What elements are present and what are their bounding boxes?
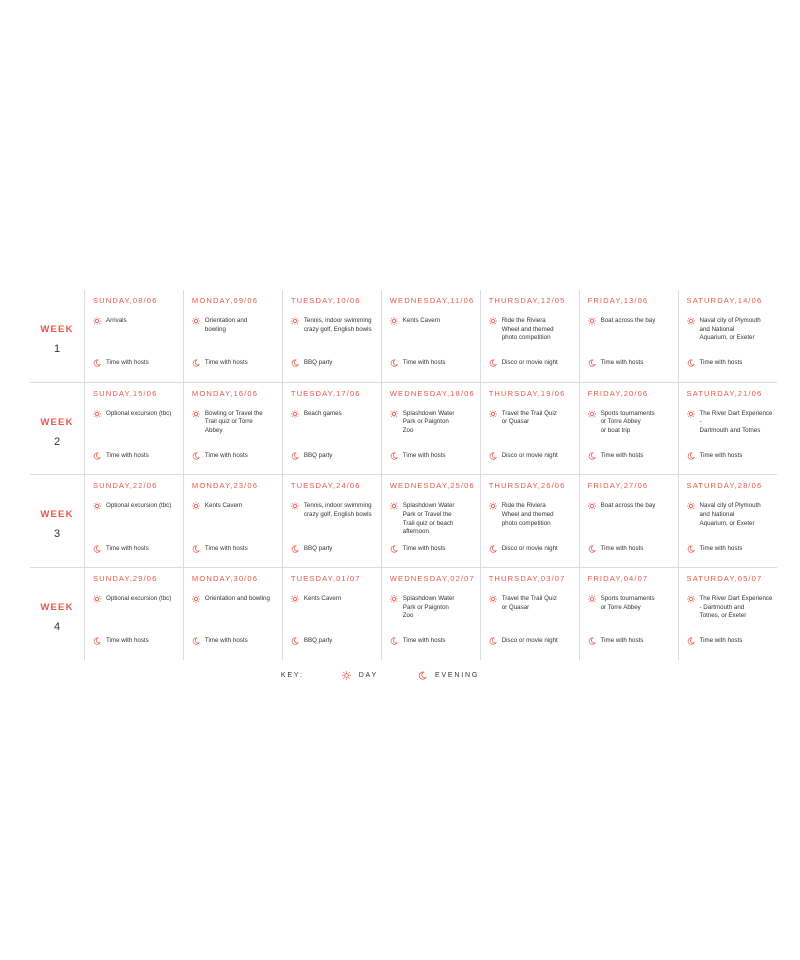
week-label-cell [30, 290, 85, 382]
evening-activity-text: Time with hosts [699, 359, 743, 367]
evening-activity-text: Time with hosts [106, 637, 149, 645]
day-cell [381, 290, 480, 382]
day-header: FRIDAY,27/06 [587, 481, 649, 491]
week-label [30, 290, 84, 355]
moon-icon [390, 637, 398, 645]
evening-activity [588, 637, 674, 646]
sun-icon [489, 317, 497, 325]
week-row [30, 475, 777, 568]
day-activity-text: Arrivals [106, 317, 127, 324]
sun-icon [390, 410, 398, 418]
day-header: SATURDAY,21/06 [686, 388, 763, 398]
day-header: FRIDAY,04/07 [587, 574, 649, 584]
day-header: MONDAY,30/06 [191, 574, 259, 584]
evening-activity [687, 359, 773, 368]
evening-activity [291, 359, 377, 368]
moon-icon [588, 545, 596, 553]
evening-activity-text: Time with hosts [402, 637, 446, 645]
day-cell [678, 382, 777, 475]
evening-activity [588, 452, 674, 461]
sun-icon [93, 410, 101, 418]
day-header: TUESDAY,24/06 [290, 481, 361, 491]
evening-activity-text: BBQ party [303, 451, 333, 459]
day-cell [480, 290, 579, 382]
day-activity-text: Kents Cavern [204, 502, 243, 510]
evening-activity [687, 637, 773, 646]
moon-icon [687, 359, 695, 367]
day-header: THURSDAY,26/06 [488, 481, 566, 491]
day-activity-text: Tennis, indoor swimming crazy golf, English bowls [303, 317, 372, 333]
moon-icon [291, 359, 299, 367]
day-activity-text: Kents Cavern [303, 595, 342, 603]
moon-icon [489, 452, 497, 460]
evening-activity-text: Time with hosts [699, 544, 743, 552]
sun-icon [342, 671, 351, 680]
evening-activity [687, 452, 773, 461]
day-activity [291, 595, 377, 604]
moon-icon [489, 545, 497, 553]
sun-icon [687, 595, 695, 603]
day-cell [85, 290, 184, 382]
moon-icon [390, 452, 398, 460]
day-activity [93, 595, 179, 604]
day-header: SUNDAY,15/06 [93, 388, 158, 398]
evening-activity-text: Time with hosts [699, 637, 743, 645]
key-evening [418, 671, 479, 680]
day-cell [282, 382, 381, 475]
evening-activity-text: Time with hosts [600, 359, 644, 367]
day-activity [390, 502, 476, 536]
day-cell [579, 382, 678, 475]
evening-activity [192, 637, 278, 646]
evening-activity-text: Disco or movie night [501, 451, 558, 459]
week-word: WEEK [40, 324, 74, 335]
day-activity-text: Beach games [303, 409, 342, 417]
sun-icon [390, 595, 398, 603]
evening-activity [291, 452, 377, 461]
moon-icon [192, 452, 200, 460]
evening-activity-text: Time with hosts [699, 451, 743, 459]
week-label-cell [30, 475, 85, 568]
moon-icon [93, 545, 101, 553]
day-activity-text: Optional excursion (tbc) [106, 409, 172, 417]
moon-icon [93, 452, 101, 460]
day-activity [291, 317, 377, 334]
day-activity-text: Ride the Riviera Wheel and themed photo competition [501, 502, 554, 527]
evening-activity [489, 452, 575, 461]
moon-icon [418, 671, 427, 680]
evening-activity [192, 545, 278, 554]
sun-icon [192, 317, 200, 325]
evening-activity [390, 452, 476, 461]
sun-icon [588, 317, 596, 325]
sun-icon [489, 502, 497, 510]
day-activity-text: Bowling or Travel the Trail quiz or Torre Abbey [204, 409, 263, 434]
day-cell [183, 382, 282, 475]
week-label [30, 568, 84, 633]
sun-icon [291, 502, 299, 510]
evening-activity [291, 637, 377, 646]
day-activity-text: Travel the Trail Quiz or Quasar [501, 409, 557, 426]
day-cell [678, 568, 777, 660]
day-header: SATURDAY,05/07 [686, 574, 763, 584]
day-activity-text: Orientation and bowling [204, 595, 270, 603]
day-cell [85, 475, 184, 568]
week-number: 4 [53, 621, 61, 634]
moon-icon [291, 637, 299, 645]
moon-icon [687, 637, 695, 645]
moon-icon [93, 637, 101, 645]
day-cell [381, 568, 480, 660]
evening-activity-text: Time with hosts [600, 544, 644, 552]
moon-icon [192, 359, 200, 367]
day-header: TUESDAY,17/06 [290, 388, 361, 398]
day-cell [183, 568, 282, 660]
day-header: THURSDAY,19/06 [488, 388, 566, 398]
sun-icon [687, 410, 695, 418]
day-header: TUESDAY,10/06 [290, 296, 361, 305]
day-cell [678, 290, 777, 382]
sun-icon [390, 502, 398, 510]
week-label [30, 475, 84, 540]
moon-icon [687, 545, 695, 553]
day-activity-text: Splashdown Water Park or Travel the Trail quiz or beach afternoon [402, 502, 455, 536]
day-activity [687, 502, 773, 528]
evening-activity-text: Time with hosts [204, 451, 248, 459]
day-header: SUNDAY,22/06 [93, 481, 158, 491]
day-header: WEDNESDAY,11/06 [389, 296, 475, 305]
key-evening-label: EVENING [434, 671, 480, 679]
day-activity [588, 502, 674, 511]
moon-icon [291, 545, 299, 553]
day-activity-text: Naval city of Plymouth and National Aquarium, or Exeter [699, 502, 761, 527]
evening-activity [489, 637, 575, 646]
day-activity [93, 502, 179, 511]
week-row [30, 382, 777, 475]
day-cell [579, 568, 678, 660]
sun-icon [93, 502, 101, 510]
evening-activity [390, 637, 476, 646]
moon-icon [390, 545, 398, 553]
key-day-label: DAY [358, 671, 378, 679]
moon-icon [588, 452, 596, 460]
day-activity [291, 410, 377, 419]
sun-icon [588, 502, 596, 510]
day-header: WEDNESDAY,25/06 [389, 481, 475, 491]
sun-icon [291, 317, 299, 325]
key-day [342, 671, 378, 680]
day-header: WEDNESDAY,02/07 [389, 574, 475, 584]
day-header: MONDAY,23/06 [191, 481, 259, 491]
evening-activity-text: Time with hosts [106, 451, 149, 459]
sun-icon [291, 595, 299, 603]
day-cell [282, 290, 381, 382]
day-activity-text: Sports tournaments or Torre Abbey [600, 595, 655, 611]
day-activity [489, 595, 575, 612]
evening-activity-text: Disco or movie night [501, 544, 558, 552]
day-activity-text: Naval city of Plymouth and National Aquarium, or Exeter [699, 317, 761, 342]
day-activity [489, 502, 575, 528]
schedule-body [30, 290, 777, 660]
day-activity [489, 410, 575, 427]
sun-icon [93, 317, 101, 325]
day-header: TUESDAY,01/07 [290, 574, 361, 584]
evening-activity-text: BBQ party [303, 544, 333, 552]
evening-activity-text: Time with hosts [402, 359, 446, 367]
day-cell [85, 382, 184, 475]
week-label-cell [30, 382, 85, 475]
evening-activity-text: Time with hosts [600, 451, 644, 459]
key-label: KEY: [280, 671, 304, 679]
day-activity-text: Optional excursion (tbc) [106, 595, 172, 603]
evening-activity-text: Time with hosts [600, 637, 644, 645]
week-word: WEEK [40, 416, 74, 428]
day-header: SATURDAY,14/06 [686, 296, 763, 305]
schedule-table [30, 290, 777, 660]
moon-icon [390, 359, 398, 367]
evening-activity [588, 545, 674, 554]
day-activity [687, 410, 773, 436]
sun-icon [192, 502, 200, 510]
day-activity [588, 410, 674, 436]
moon-icon [93, 359, 101, 367]
evening-activity-text: BBQ party [303, 637, 333, 645]
day-activity-text: Sports tournaments or Torre Abbey or boat trip [600, 409, 655, 434]
day-cell [282, 475, 381, 568]
sun-icon [687, 317, 695, 325]
day-activity [192, 502, 278, 511]
sun-icon [588, 595, 596, 603]
moon-icon [588, 359, 596, 367]
week-label-cell [30, 568, 85, 660]
sun-icon [489, 410, 497, 418]
day-activity [93, 317, 179, 326]
evening-activity-text: Time with hosts [106, 359, 149, 367]
day-activity-text: Orientation and bowling [204, 317, 248, 333]
day-cell [381, 382, 480, 475]
day-header: SUNDAY,29/06 [93, 574, 158, 584]
moon-icon [489, 637, 497, 645]
evening-activity-text: Time with hosts [106, 544, 149, 552]
week-word: WEEK [40, 602, 74, 614]
day-header: WEDNESDAY,18/06 [389, 388, 475, 398]
evening-activity [291, 545, 377, 554]
day-activity-text: Travel the Trail Quiz or Quasar [501, 595, 557, 611]
sun-icon [291, 410, 299, 418]
day-header: THURSDAY,03/07 [488, 574, 566, 584]
evening-activity [588, 359, 674, 368]
day-activity-text: Optional excursion (tbc) [106, 502, 172, 510]
day-header: SUNDAY,08/06 [93, 296, 158, 305]
sun-icon [687, 502, 695, 510]
evening-activity [687, 545, 773, 554]
evening-activity-text: Time with hosts [204, 544, 248, 552]
day-activity-text: The River Dart Experience - Dartmouth and Totnes [699, 409, 773, 434]
week-row [30, 568, 777, 660]
day-cell [579, 475, 678, 568]
day-activity [390, 595, 476, 621]
week-number: 1 [53, 343, 61, 355]
day-activity [291, 502, 377, 519]
sun-icon [390, 317, 398, 325]
day-activity-text: Boat across the bay [600, 317, 656, 324]
day-cell [381, 475, 480, 568]
day-activity-text: Splashdown Water Park or Paignton Zoo [402, 595, 455, 620]
day-cell [480, 475, 579, 568]
day-cell [183, 290, 282, 382]
day-cell [85, 568, 184, 660]
day-activity [192, 317, 278, 334]
moon-icon [192, 545, 200, 553]
sun-icon [588, 410, 596, 418]
day-activity [588, 317, 674, 326]
moon-icon [687, 452, 695, 460]
evening-activity [93, 637, 179, 646]
day-activity [588, 595, 674, 612]
day-activity-text: The River Dart Experience - Dartmouth and Totnes, or Exeter [699, 595, 773, 620]
evening-activity [93, 359, 179, 368]
day-activity [390, 410, 476, 436]
day-header: THURSDAY,12/05 [488, 296, 566, 305]
moon-icon [588, 637, 596, 645]
evening-activity-text: Disco or movie night [501, 637, 558, 645]
evening-activity-text: Time with hosts [402, 544, 446, 552]
week-number: 3 [53, 528, 61, 541]
day-activity [687, 595, 773, 621]
day-activity-text: Boat across the bay [600, 502, 656, 510]
day-activity [192, 410, 278, 436]
day-activity [489, 317, 575, 343]
day-header: FRIDAY,13/06 [587, 296, 649, 305]
week-word: WEEK [40, 509, 74, 521]
evening-activity [93, 545, 179, 554]
evening-activity-text: Time with hosts [204, 359, 248, 367]
evening-activity [390, 359, 476, 368]
day-activity-text: Ride the Riviera Wheel and themed photo competition [501, 317, 554, 342]
week-row [30, 290, 777, 382]
day-activity-text: Splashdown Water Park or Paignton Zoo [402, 409, 455, 434]
evening-activity [93, 452, 179, 461]
evening-activity [489, 359, 575, 368]
evening-activity-text: Disco or movie night [501, 359, 558, 367]
evening-activity-text: Time with hosts [402, 451, 446, 459]
evening-activity [489, 545, 575, 554]
evening-activity [192, 359, 278, 368]
day-cell [282, 568, 381, 660]
sun-icon [489, 595, 497, 603]
week-label [30, 383, 84, 448]
day-header: FRIDAY,20/06 [587, 388, 649, 398]
day-activity-text: Tennis, indoor swimming crazy golf, English bowls [303, 502, 372, 519]
day-cell [480, 568, 579, 660]
moon-icon [489, 359, 497, 367]
moon-icon [291, 452, 299, 460]
day-activity [687, 317, 773, 343]
sun-icon [192, 595, 200, 603]
day-header: MONDAY,09/06 [191, 296, 259, 305]
day-activity [390, 317, 476, 326]
day-cell [678, 475, 777, 568]
evening-activity [192, 452, 278, 461]
day-cell [183, 475, 282, 568]
day-activity [192, 595, 278, 604]
sun-icon [93, 595, 101, 603]
day-header: MONDAY,16/06 [191, 388, 259, 398]
week-number: 2 [53, 435, 61, 448]
moon-icon [192, 637, 200, 645]
day-activity [93, 410, 179, 419]
day-cell [579, 290, 678, 382]
day-header: SATURDAY,28/06 [686, 481, 763, 491]
evening-activity [390, 545, 476, 554]
evening-activity-text: Time with hosts [204, 637, 248, 645]
sun-icon [192, 410, 200, 418]
day-activity-text: Kents Cavern [402, 317, 441, 324]
evening-activity-text: BBQ party [303, 359, 333, 367]
day-cell [480, 382, 579, 475]
key-legend [0, 668, 800, 682]
